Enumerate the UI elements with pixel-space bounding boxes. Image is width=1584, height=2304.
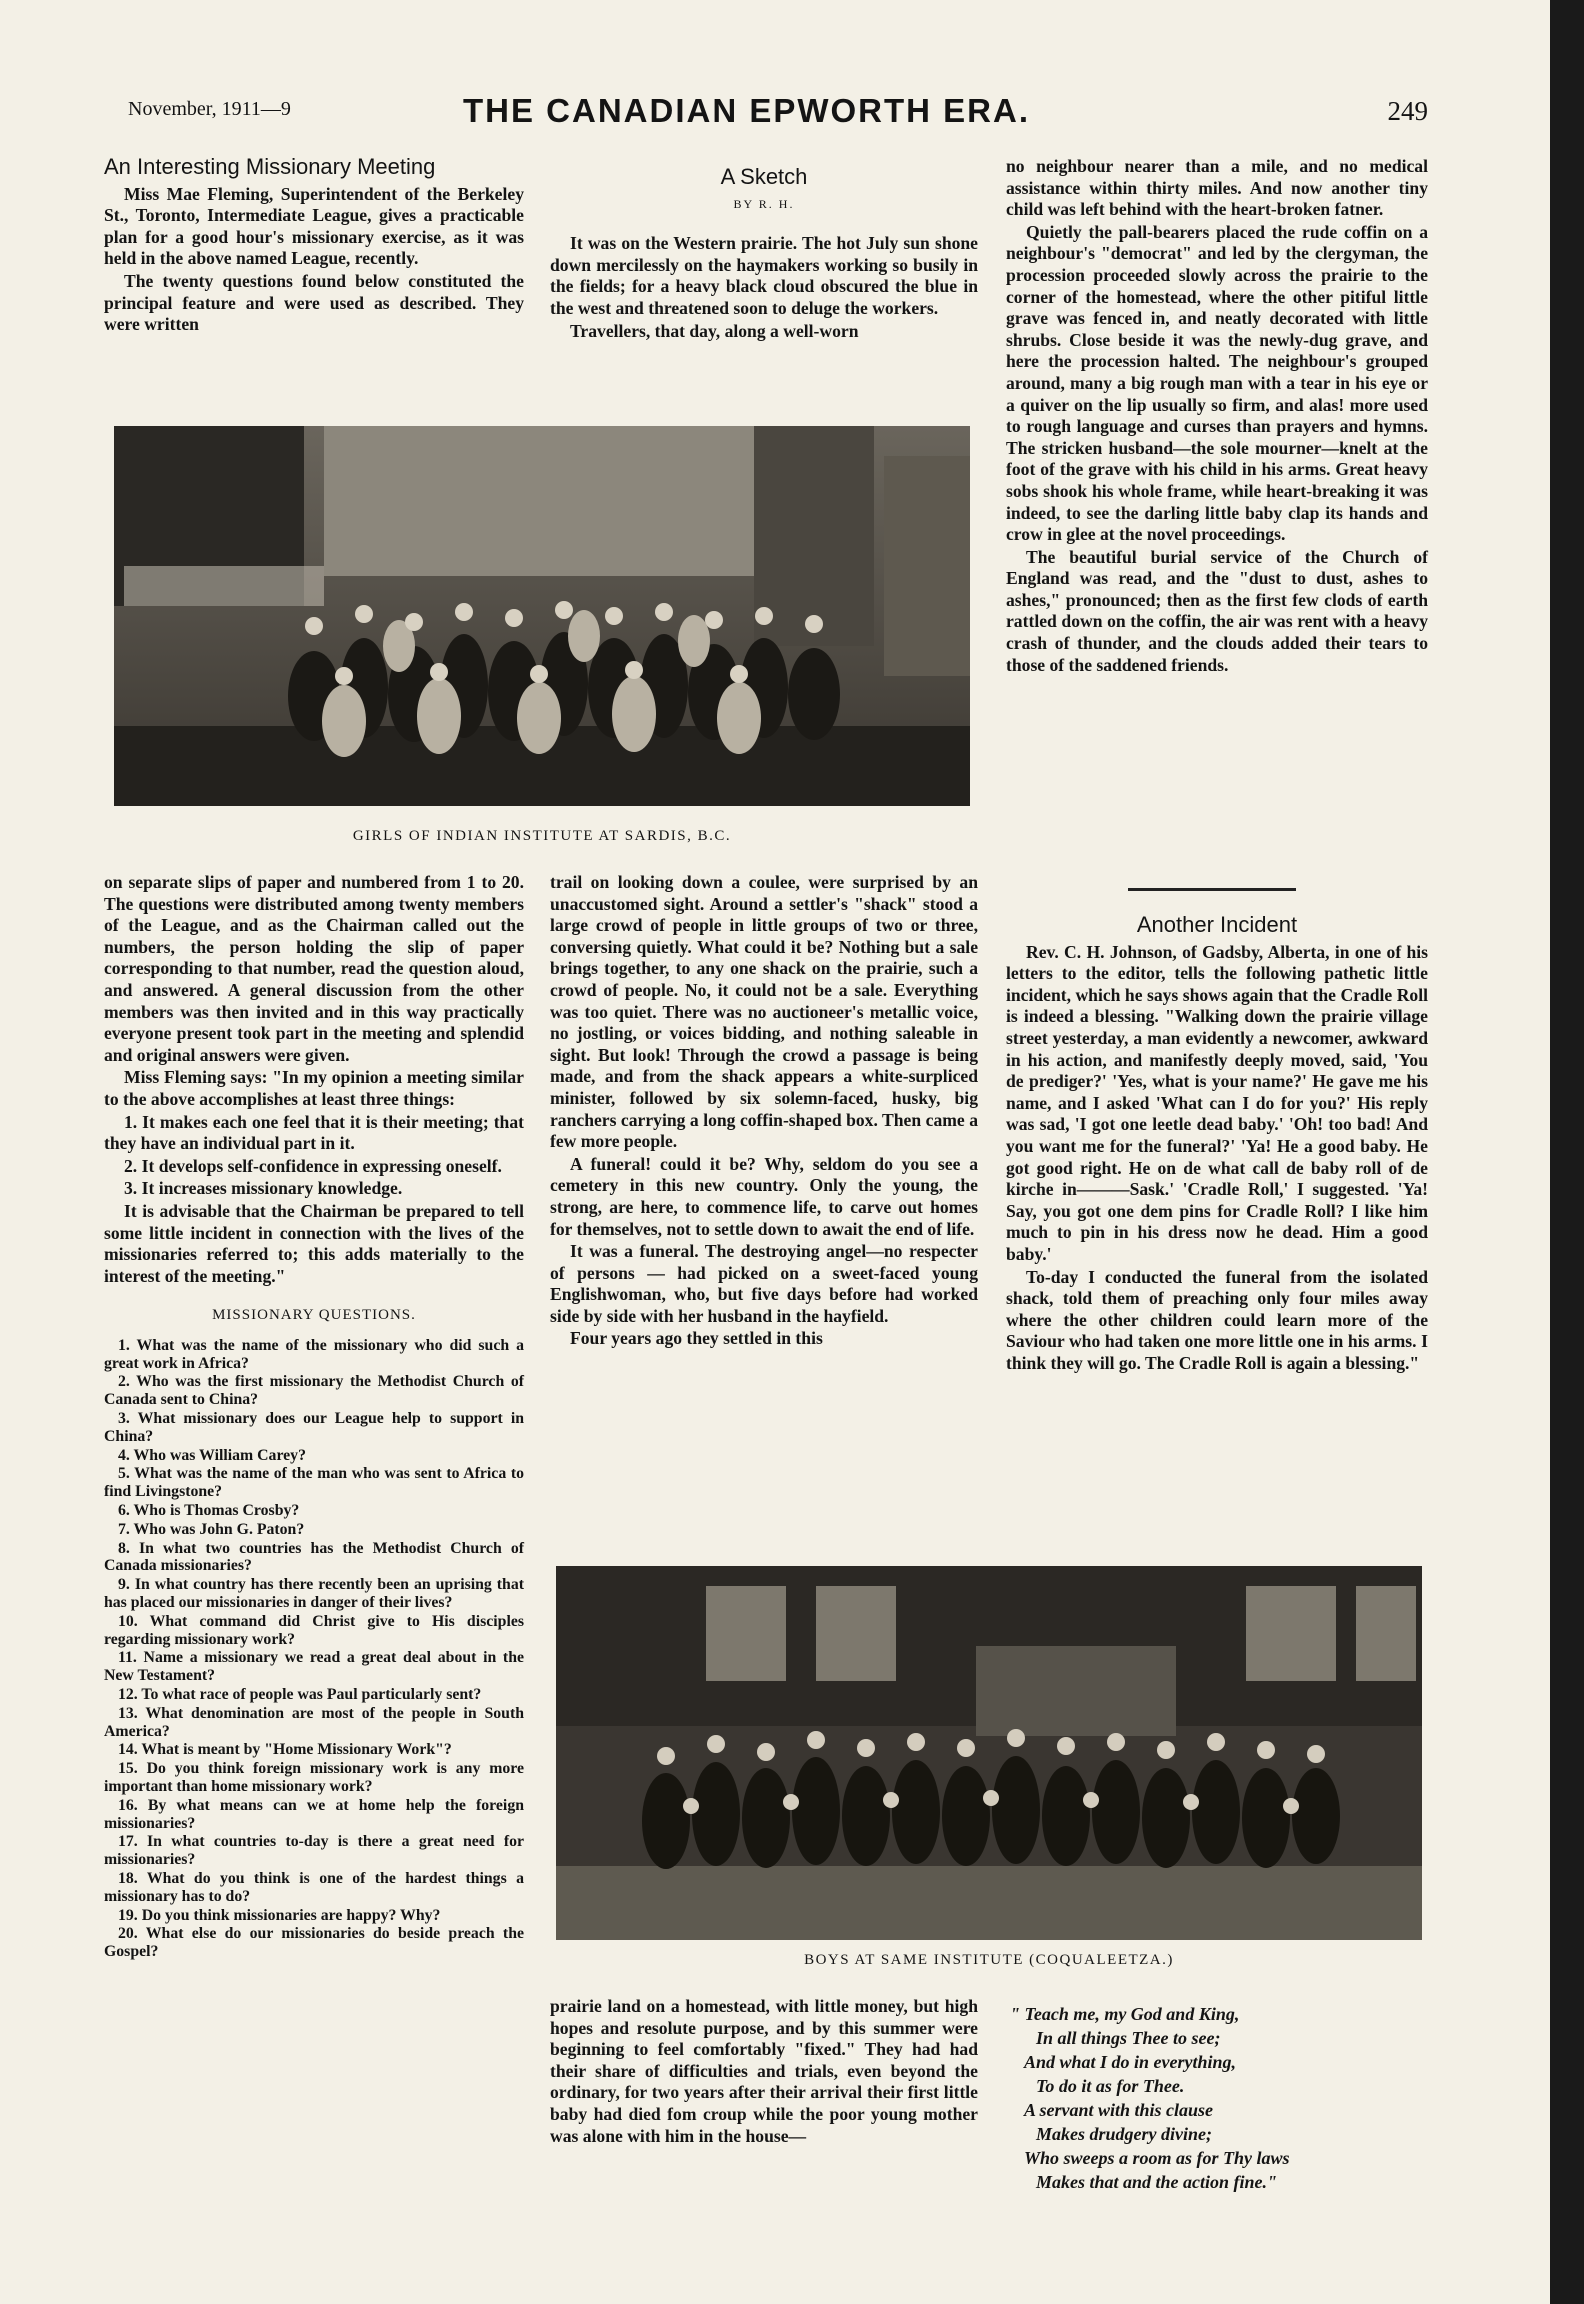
paragraph: 3. It increases missionary knowledge. <box>124 1178 403 1199</box>
girls-photo-caption: GIRLS OF INDIAN INSTITUTE AT SARDIS, B.C. <box>352 828 732 844</box>
paragraph: on separate slips of paper and numbered from 1 to 20. The questions were distributed among twenty members of the League, and as the Chairman called out the numbers, the person holding the slip of paper corresponding to that number, read the question aloud, and answered. A general discussion from the other members was then invited and in this way practically everyone present took part in the meeting and splendid and original answers were given. <box>104 872 524 1065</box>
poem-lines <box>1010 2002 1430 2194</box>
article3 <box>1006 914 1428 1375</box>
article1-title: An Interesting Missionary Meeting <box>104 154 436 179</box>
paragraph: 1. It makes each one feel that it is their meeting; that they have an individual part in it. <box>104 1111 524 1154</box>
article1-body <box>104 872 524 1287</box>
questions-heading: MISSIONARY QUESTIONS. <box>212 1307 416 1324</box>
paragraph: It is advisable that the Chairman be prepared to tell some little incident in connection with the lives of the missionaries referred to; this adds materially to the interest of the meeting." <box>104 1200 524 1286</box>
question-item: 2. Who was the first missionary the Methodist Church of Canada sent to China? <box>104 1373 524 1409</box>
article2-intro <box>550 233 978 342</box>
question-item: 16. By what means can we at home help the foreign missionaries? <box>104 1796 524 1832</box>
question-item: 1. What was the name of the missionary who did such a great work in Africa? <box>104 1336 524 1372</box>
question-item: 15. Do you think foreign missionary work is any more important than home missionary work? <box>104 1760 524 1795</box>
poem-line: " Teach me, my God and King, <box>1010 2004 1240 2024</box>
binding-edge <box>1550 0 1584 2304</box>
article3-body <box>1006 942 1428 1375</box>
question-item: 17. In what countries to-day is there a great need for missionaries? <box>104 1833 524 1869</box>
paragraph: A funeral! could it be? Why, seldom do you see a cemetery in this new country. Only the young, the strong, are here, to commence life, to carve out homes for themselves, not to settle down to await the end of life. <box>550 1153 978 1239</box>
paragraph: trail on looking down a coulee, were surprised by an unaccustomed sight. Around a settler's "shack" stood a large crowd of people in little groups of two or three, conversing quietly. What could it be? Nothing but a sale brings together, to any one shack on the prairie, such a crowd of people. No, it could not be a sale. Everything was too quiet. There was no auctioneer's metallic voice, no jostling, or voices bidding, and nothing saleable in sight. But look! Through the crowd a passage is being made, and from the shack appears a white-surpliced minister, followed by six solemn-faced, husky, big ranchers carrying a long coffin-shaped box. Then came a few more people. <box>550 872 978 1152</box>
article2-continued <box>1006 156 1428 677</box>
paragraph: Travellers, that day, along a well-worn <box>570 320 859 341</box>
article2-body <box>550 872 978 1350</box>
question-item: 8. In what two countries has the Methodist Church of Canada missionaries? <box>104 1539 524 1575</box>
question-item: 14. What is meant by "Home Missionary Work"? <box>118 1741 452 1759</box>
paragraph: The twenty questions found below constituted the principal feature and were used as described. They were written <box>104 270 524 335</box>
question-item: 18. What do you think is one of the hardest things a missionary has to do? <box>104 1869 524 1905</box>
girls-photo-image <box>114 426 970 806</box>
boys-photo <box>556 1566 1422 1940</box>
page-number: 249 <box>1387 96 1428 126</box>
article1-bottom <box>104 872 524 1962</box>
article2-conclusion <box>550 1996 978 2147</box>
masthead-title: THE CANADIAN EPWORTH ERA. <box>463 92 1030 129</box>
question-item: 9. In what country has there recently been an uprising that has placed our missionaries in danger of their lives? <box>104 1576 524 1612</box>
paragraph: Rev. C. H. Johnson, of Gadsby, Alberta, in one of his letters to the editor, tells the following pathetic little incident, which he says shows again that the Cradle Roll is indeed a blessing. "Walking down the prairie village street yesterday, a man evidently a newcomer, awkward in his action, and manifestly deeply moved, said, 'You de prediger?' 'Yes, what is your name?' He gave me his name, and I asked 'What can I do for you?' His reply was sad, 'I got one leetle dead baby.' 'Oh! too bad! And you want me for the funeral?' 'Ya! He a good baby. He got good right. He on de what call de baby roll of de kirche in———Sask.' 'Cradle Roll,' I suggested. 'Ya! Say, you got one dem pins for Cradle Roll? I like him much to pin in his dress now he dead. Him a good baby.' <box>1006 941 1428 1264</box>
paragraph: The beautiful burial service of the Church of England was read, and the "dust to dust, ashes to ashes," pronounced; then as the first few clods of earth rattled down on the coffin, the air was rent with a heavy crash of thunder, and the clouds added their tears to those of the saddened friends. <box>1006 546 1428 675</box>
paragraph: Miss Fleming says: "In my opinion a meeting similar to the above accomplishes at least three things: <box>104 1067 524 1109</box>
paragraph: It was a funeral. The destroying angel—no respecter of persons — had picked on a sweet-faced young Englishwoman, who, but five days before had worked side by side with her husband in the hayfield. <box>550 1241 978 1326</box>
paragraph: Miss Mae Fleming, Superintendent of the Berkeley St., Toronto, Intermediate League, gives a practicable plan for a good hour's missionary exercise, as it was held in the above named League, recently. <box>104 183 524 269</box>
poem-line: In all things Thee to see; <box>1036 2028 1221 2048</box>
paragraph: prairie land on a homestead, with little money, but high hopes and resolute purpose, and by this summer were beginning to feel comfortably "fixed." They had had their share of difficulties and trials, even beyond the ordinary, for two years after their arrival their first little baby had died fom croup while the poor young mother was alone with him in the house— <box>550 1996 978 2146</box>
questions-list <box>104 1337 524 1961</box>
poem-line: Who sweeps a room as for Thy laws <box>1024 2148 1290 2168</box>
page-header <box>128 92 1428 132</box>
poem-line: And what I do in everything, <box>1024 2052 1237 2072</box>
question-item: 4. Who was William Carey? <box>118 1446 306 1464</box>
article2-right-text <box>1006 156 1428 676</box>
boys-photo-image <box>556 1566 1422 1940</box>
girls-photo <box>114 426 970 806</box>
article2-bottom <box>550 1996 978 2148</box>
paragraph: no neighbour nearer than a mile, and no medical assistance within thirty miles. And now another tiny child was left behind with the heart-broken fatner. <box>1006 156 1428 220</box>
question-item: 7. Who was John G. Paton? <box>118 1520 305 1538</box>
poem-line: Makes drudgery divine; <box>1036 2124 1212 2144</box>
poem <box>1010 2002 1430 2194</box>
paragraph: To-day I conducted the funeral from the isolated shack, told them of preaching only four miles away where the other children could learn more of the Saviour who had taken one more little one in his arms. I think they will go. The Cradle Roll is again a blessing." <box>1006 1266 1428 1373</box>
question-item: 20. What else do our missionaries do beside preach the Gospel? <box>104 1925 524 1961</box>
poem-line: Makes that and the action fine." <box>1036 2172 1278 2192</box>
poem-line: To do it as for Thee. <box>1036 2076 1185 2096</box>
question-item: 3. What missionary does our League help to support in China? <box>104 1410 524 1445</box>
question-item: 19. Do you think missionaries are happy? Why? <box>118 1906 441 1924</box>
question-item: 6. Who is Thomas Crosby? <box>118 1502 300 1520</box>
article3-title: Another Incident <box>1136 912 1298 937</box>
article1-intro <box>104 184 524 336</box>
section-divider <box>1128 888 1296 891</box>
article2-byline: BY R. H. <box>733 196 795 211</box>
issue-date: November, 1911—9 <box>128 98 291 120</box>
article1-top <box>104 156 524 337</box>
paragraph: It was on the Western prairie. The hot July sun shone down mercilessly on the haymakers working so busily in the fields; for a heavy black cloud obscured the blue in the west and threatened soon to deluge the workers. <box>550 233 978 318</box>
question-item: 5. What was the name of the man who was sent to Africa to find Livingstone? <box>104 1465 524 1501</box>
question-item: 13. What denomination are most of the people in South America? <box>104 1704 524 1740</box>
question-item: 11. Name a missionary we read a great deal about in the New Testament? <box>104 1649 524 1685</box>
article2-top <box>550 166 978 343</box>
paragraph: Quietly the pall-bearers placed the rude coffin on a neighbour's "democrat" and led by the clergyman, the procession proceeded slowly across the prairie to the corner of the homestead, where the other pitiful little grave was fenced in, and neatly decorated with little shrubs. Close beside it was the newly-dug grave, and here the procession halted. The neighbour's grouped around, many a big rough man with a tear in his eye or a quiver on the lip usually so firm, and alas! more used to rough language and curses than prayers and hymns. The stricken husband—the sole mourner—knelt at the foot of the grave with his child in his arms. Great heavy sobs shook his whole frame, while heart-breaking it was indeed, to see the darling little baby clap its hands and crow in glee at the novel proceedings. <box>1006 221 1428 545</box>
article2-middle <box>550 872 978 1351</box>
paragraph: Four years ago they settled in this <box>570 1328 823 1349</box>
question-item: 10. What command did Christ give to His disciples regarding missionary work? <box>104 1612 524 1648</box>
paragraph: 2. It develops self-confidence in expressing oneself. <box>124 1155 502 1176</box>
boys-photo-caption: BOYS AT SAME INSTITUTE (COQUALEETZA.) <box>804 1952 1174 1968</box>
poem-line: A servant with this clause <box>1024 2100 1214 2120</box>
question-item: 12. To what race of people was Paul particularly sent? <box>118 1686 482 1704</box>
article2-title: A Sketch <box>720 164 808 189</box>
